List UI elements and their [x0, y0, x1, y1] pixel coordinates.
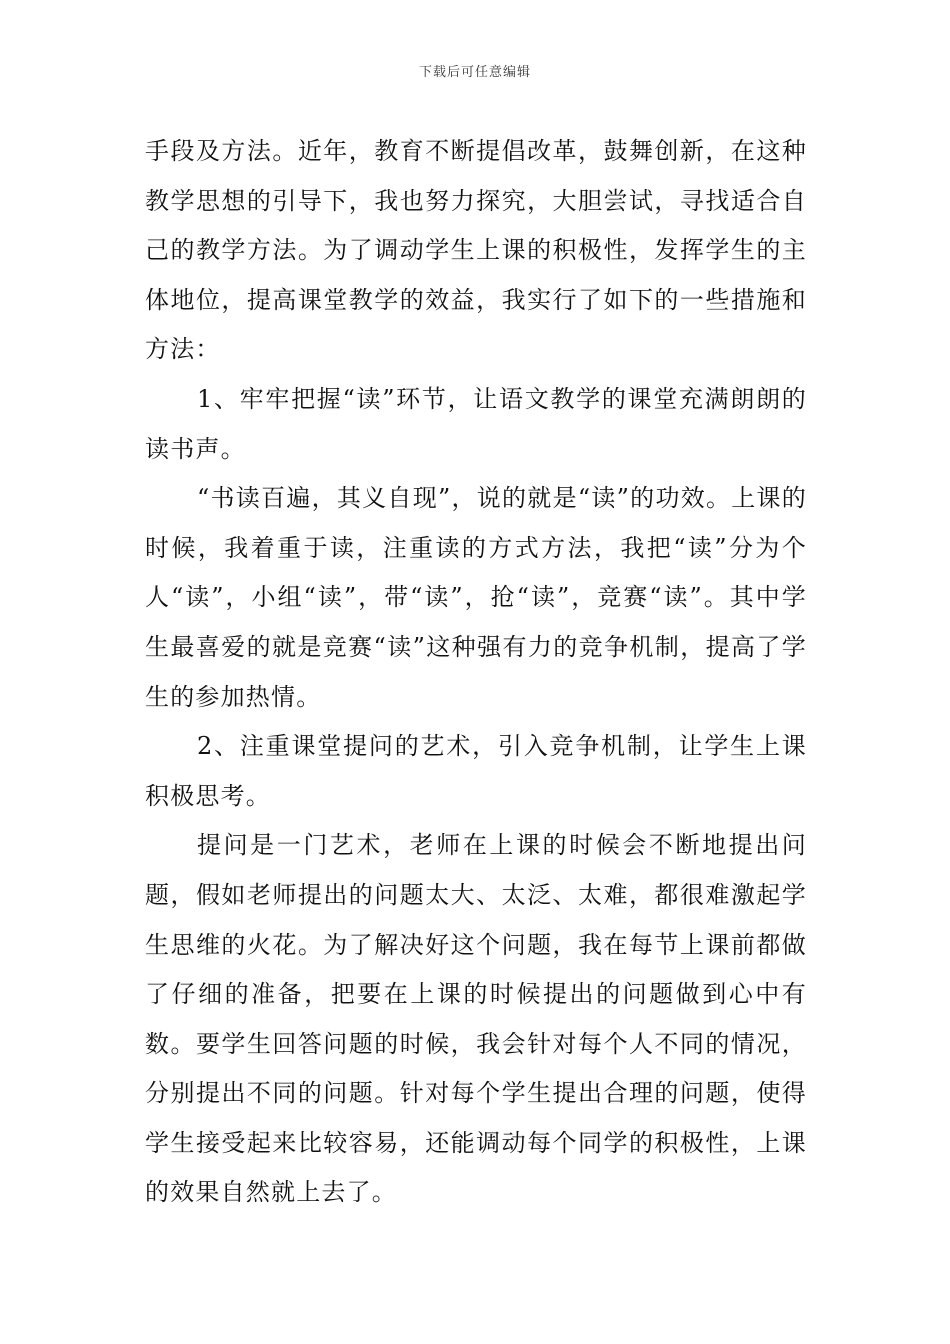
paragraph-heading-questioning: 2、注重课堂提问的艺术，引入竞争机制，让学生上课积极思考。	[145, 732, 807, 810]
document-body	[145, 127, 807, 1218]
paragraph-reading-detail: “书读百遍，其义自现”，说的就是“读”的功效。上课的时候，我着重于读，注重读的方式方法，我把“读”分为个人“读”，小组“读”，带“读”，抢“读”，竞赛“读”。其中学生最喜爱的就是竞赛“读”这种强有力的竞争机制，提高了学生的参加热情。	[145, 484, 807, 711]
paragraph-heading-reading: 1、牢牢把握“读”环节，让语文教学的课堂充满朗朗的读书声。	[145, 384, 807, 463]
paragraph-questioning-detail: 提问是一门艺术，老师在上课的时候会不断地提出问题，假如老师提出的问题太大、太泛、太难，都很难激起学生思维的火花。为了解决好这个问题，我在每节上课前都做了仔细的准备，把要在上课的时候提出的问题做到心中有数。要学生回答问题的时候，我会针对每个人不同的情况，分别提出不同的问题。针对每个学生提出合理的问题，使得学生接受起来比较容易，还能调动每个同学的积极性，上课的效果自然就上去了。	[145, 831, 807, 1207]
page-header-note: 下载后可任意编辑	[418, 65, 531, 80]
paragraph-intro: 手段及方法。近年，教育不断提倡改革，鼓舞创新，在这种教学思想的引导下，我也努力探究，大胆尝试，寻找适合自己的教学方法。为了调动学生上课的积极性，发挥学生的主体地位，提高课堂教学的效益，我实行了如下的一些措施和方法：	[145, 137, 807, 364]
